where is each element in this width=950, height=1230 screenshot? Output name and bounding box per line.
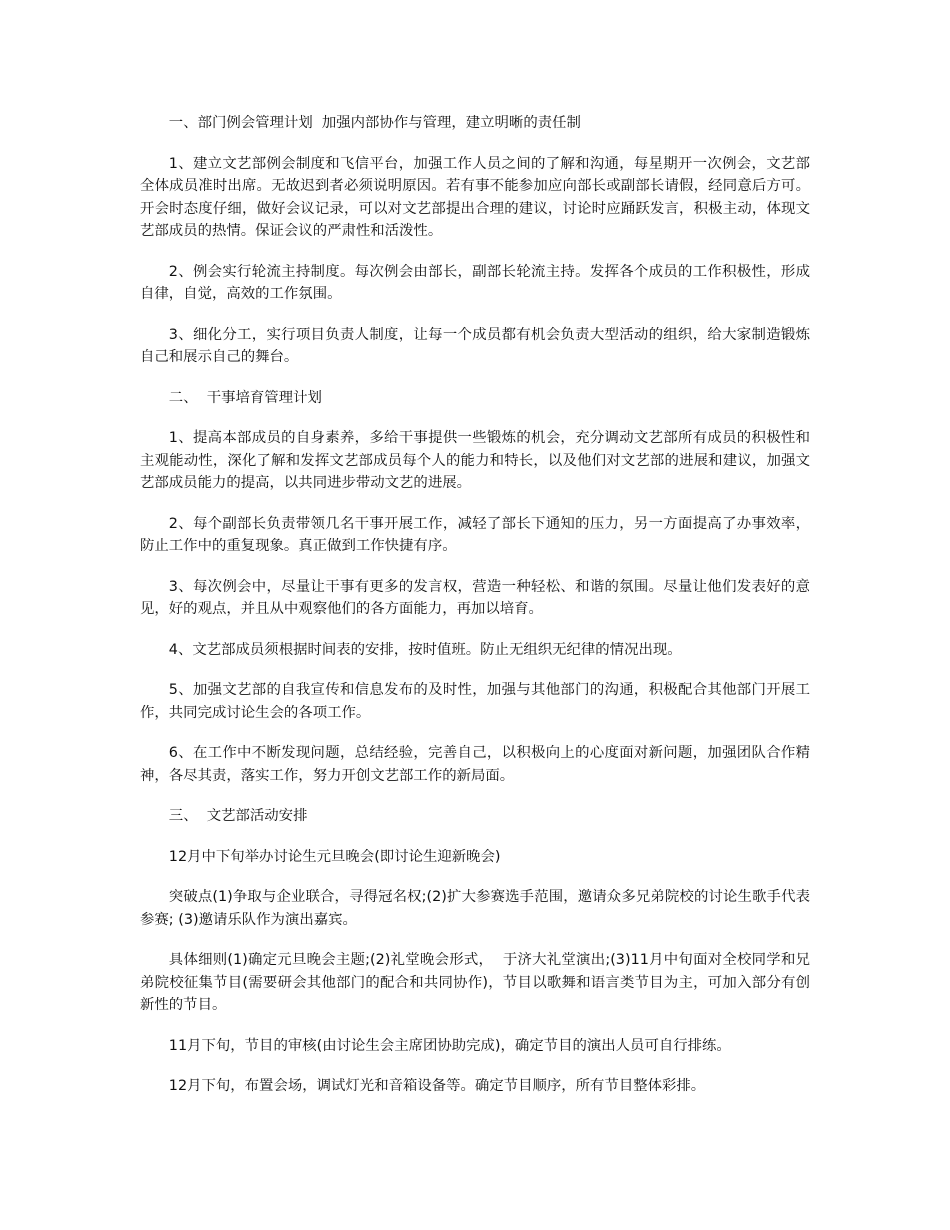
paragraph: 5、加强文艺部的自我宣传和信息发布的及时性，加强与其他部门的沟通，积极配合其他部门开展工作，共同完成讨论生会的各项工作。 <box>140 682 810 721</box>
section-heading-3: 三、 文艺部活动安排 <box>168 808 308 824</box>
document-page <box>140 112 810 1116</box>
paragraph: 1、提高本部成员的自身素养，多给干事提供一些锻炼的机会，充分调动文艺部所有成员的积极性和主观能动性，深化了解和发挥文艺部成员每个人的能力和特长，以及他们对文艺部的进展和建议，加强文艺部成员能力的提高，以共同进步带动文艺的进展。 <box>140 430 810 491</box>
paragraph: 4、文艺部成员须根据时间表的安排，按时值班。防止无组织无纪律的情况出现。 <box>168 641 682 658</box>
section-heading-1: 一、部门例会管理计划 加强内部协作与管理，建立明晰的责任制 <box>168 115 581 131</box>
paragraph: 1、建立文艺部例会制度和飞信平台，加强工作人员之间的了解和沟通，每星期开一次例会，文艺部全体成员准时出席。无故迟到者必须说明原因。若有事不能参加应向部长或副部长请假，经同意后方可。开会时态度仔细，做好会议记录，可以对文艺部提出合理的建议，讨论时应踊跃发言，积极主动，体现文艺部成员的热情。保证会议的严肃性和活泼性。 <box>140 155 810 239</box>
paragraph: 11月下旬，节目的审核(由讨论生会主席团协助完成)，确定节目的演出人员可自行排练。 <box>168 1037 731 1054</box>
paragraph: 2、例会实行轮流主持制度。每次例会由部长，副部长轮流主持。发挥各个成员的工作积极性，形成自律，自觉，高效的工作氛围。 <box>140 263 810 302</box>
paragraph: 3、细化分工，实行项目负责人制度，让每一个成员都有机会负责大型活动的组织，给大家制造锻炼自己和展示自己的舞台。 <box>140 326 810 365</box>
paragraph: 3、每次例会中，尽量让干事有更多的发言权，营造一种轻松、和谐的氛围。尽量让他们发表好的意见，好的观点，并且从中观察他们的各方面能力，再加以培育。 <box>140 578 810 617</box>
section-heading-2: 二、 干事培育管理计划 <box>168 389 322 406</box>
paragraph: 12月中下旬举办讨论生元旦晚会(即讨论生迎新晚会) <box>168 848 501 865</box>
paragraph: 具体细则(1)确定元旦晚会主题;(2)礼堂晚会形式， 于济大礼堂演出;(3)11月中旬面对全校同学和兄弟院校征集节目(需要研会其他部门的配合和共同协作)，节目以歌舞和语言类节目为主，可加入部分有创新性的节目。 <box>140 952 810 1013</box>
paragraph: 6、在工作中不断发现问题，总结经验，完善自己，以积极向上的心度面对新问题，加强团队合作精神，各尽其责，落实工作，努力开创文艺部工作的新局面。 <box>140 745 810 784</box>
paragraph: 12月下旬，布置会场，调试灯光和音箱设备等。确定节目顺序，所有节目整体彩排。 <box>168 1078 706 1094</box>
paragraph: 突破点(1)争取与企业联合，寻得冠名权;(2)扩大参赛选手范围，邀请众多兄弟院校的讨论生歌手代表参赛; (3)邀请乐队作为演出嘉宾。 <box>140 889 810 928</box>
paragraph: 2、每个副部长负责带领几名干事开展工作，减轻了部长下通知的压力，另一方面提高了办事效率，防止工作中的重复现象。真正做到工作快捷有序。 <box>140 515 810 554</box>
